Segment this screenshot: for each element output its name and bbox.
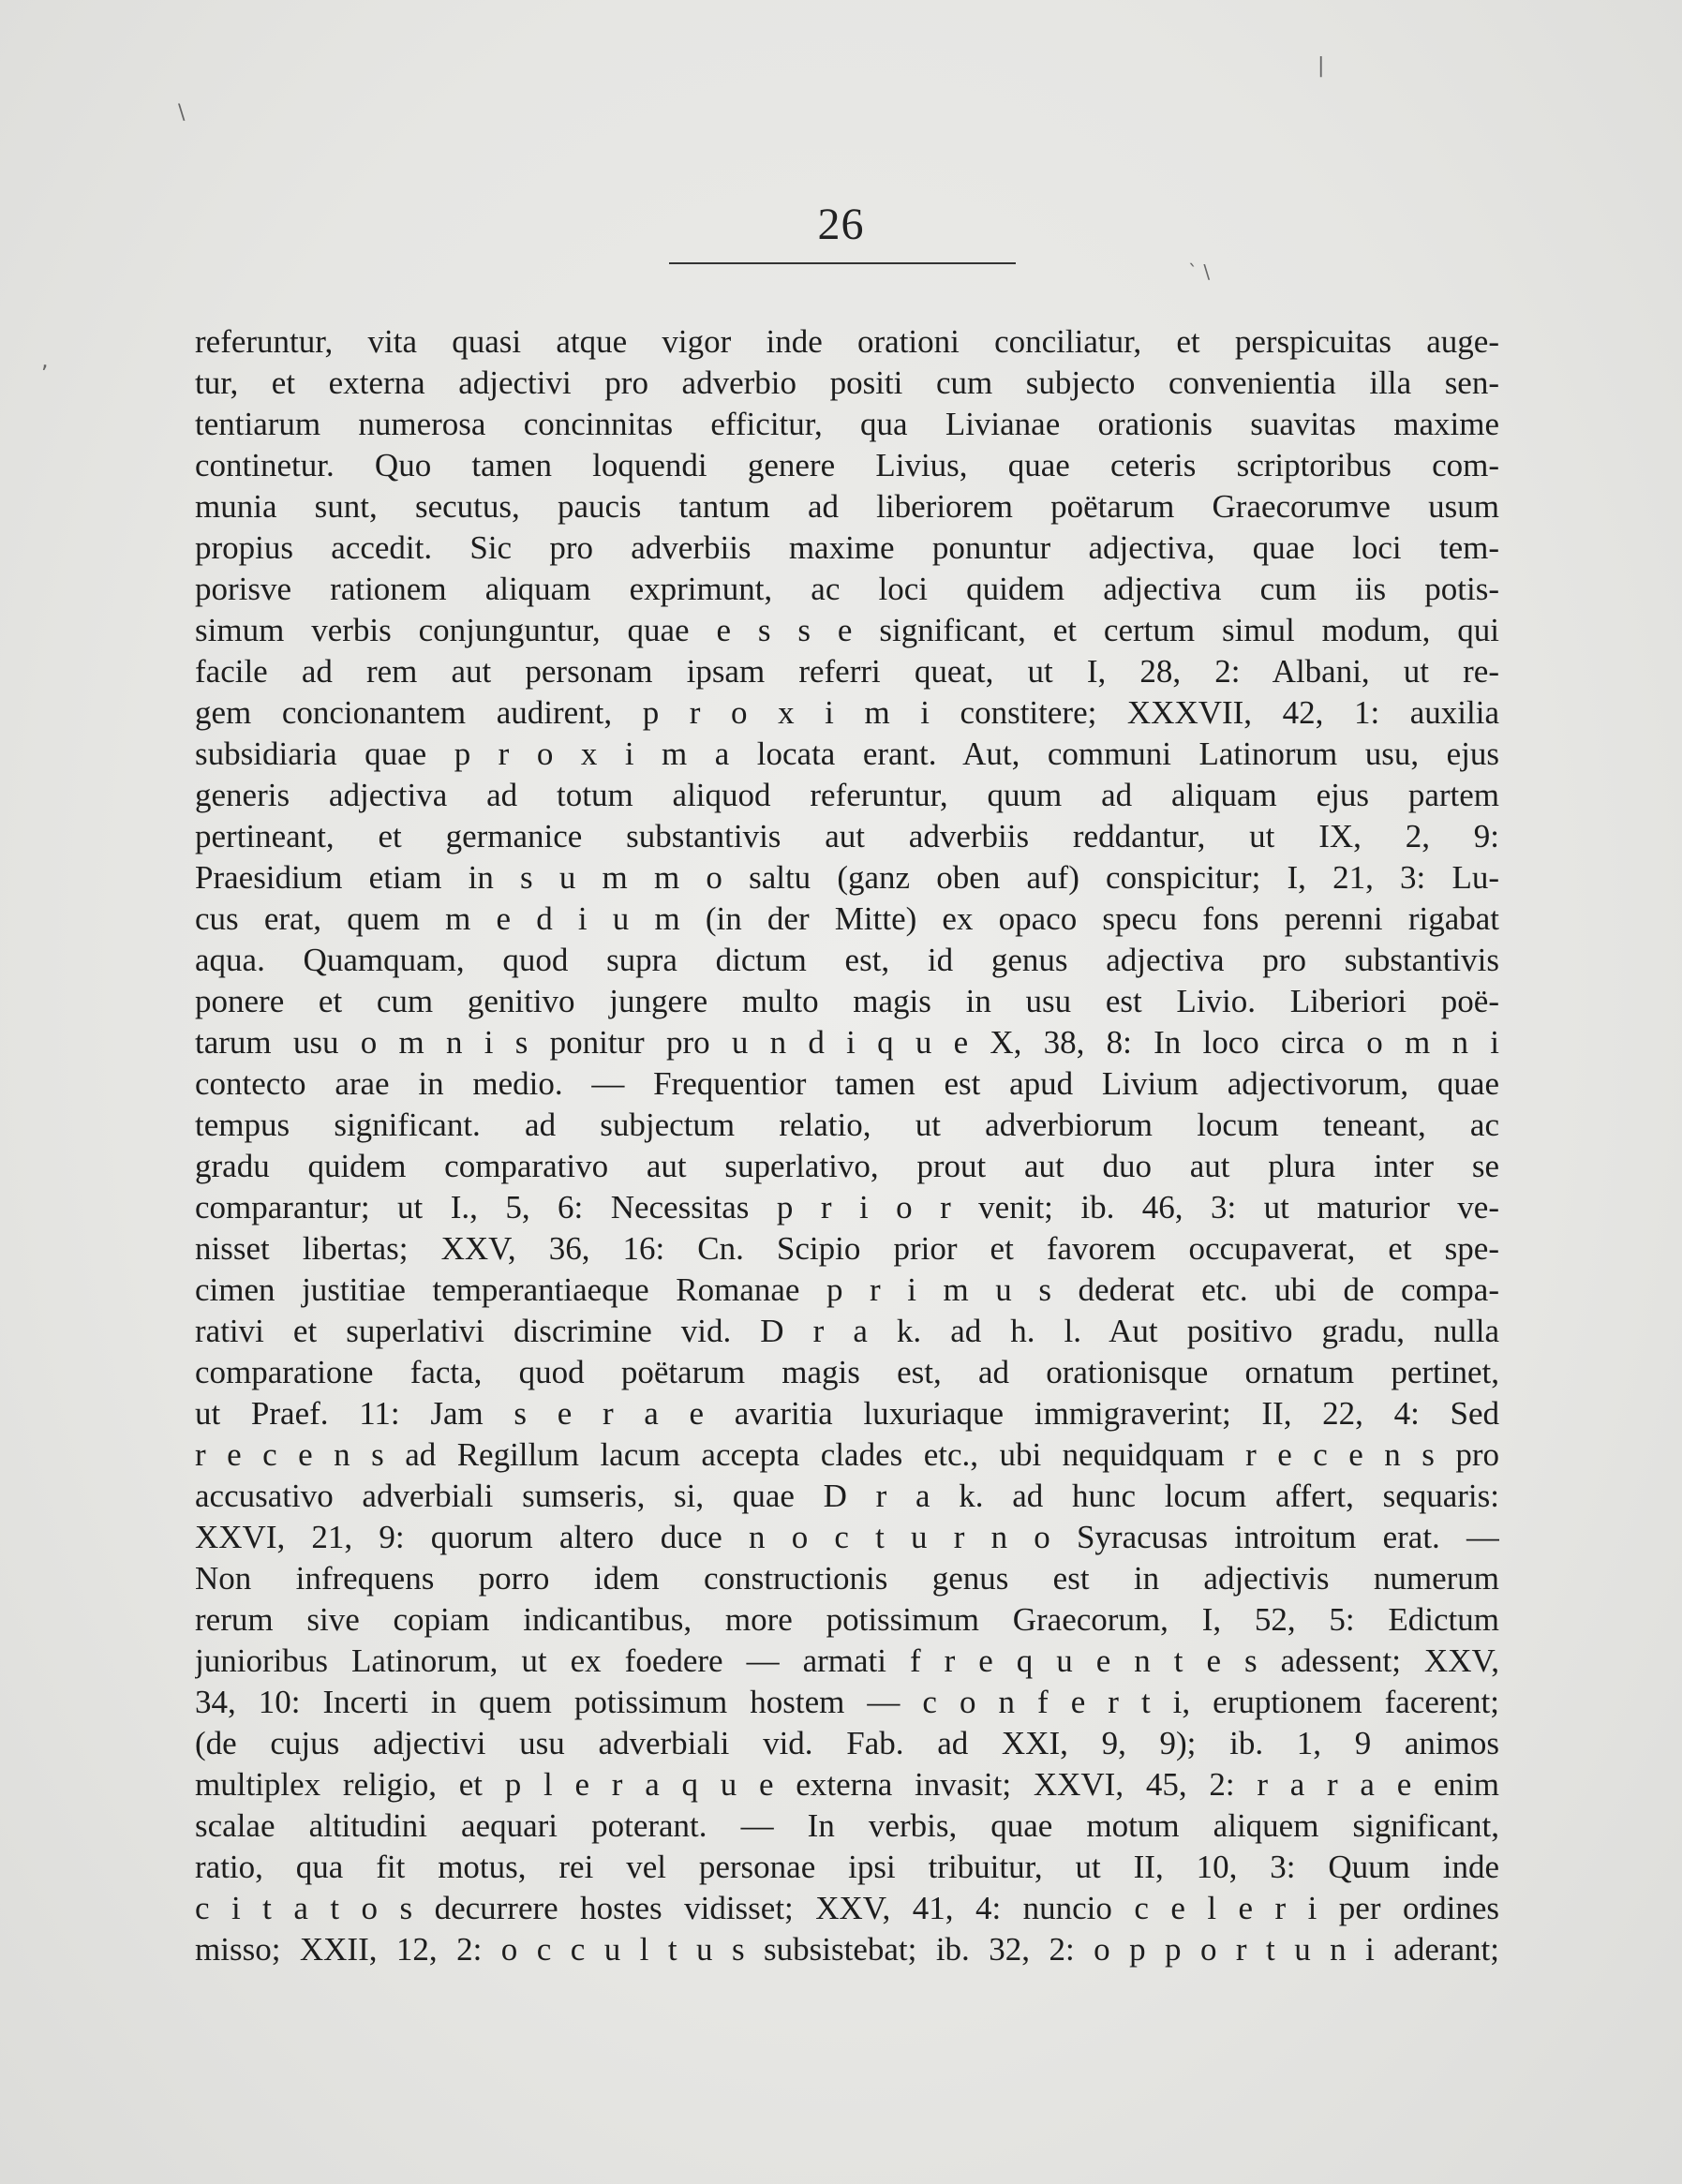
page-number: 26: [817, 200, 865, 249]
text-line: scalae altitudini aequari poterant. — In verbis, quae motum aliquem significant,: [195, 1807, 1499, 1844]
text-line: Praesidium etiam in s u m m o saltu (ganz oben auf) conspicitur; I, 21, 3: Lu-: [195, 859, 1499, 896]
text-line: r e c e n s ad Regillum lacum accepta clades etc., ubi nequidquam r e c e n s pro: [195, 1436, 1499, 1473]
text-line: subsidiaria quae p r o x i m a locata erant. Aut, communi Latinorum usu, ejus: [195, 735, 1499, 772]
scan-speck: \: [178, 101, 186, 125]
text-line: simum verbis conjunguntur, quae e s s e significant, et certum simul modum, qui: [195, 612, 1499, 648]
body-text: [195, 321, 1499, 1970]
text-line: Non infrequens porro idem constructionis genus est in adjectivis numerum: [195, 1560, 1499, 1597]
text-line: XXVI, 21, 9: quorum altero duce n o c t u r n o Syracusas introitum erat. —: [195, 1519, 1499, 1555]
text-line: comparantur; ut I., 5, 6: Necessitas p r i o r venit; ib. 46, 3: ut maturior ve-: [195, 1189, 1499, 1226]
text-line: c i t a t o s decurrere hostes vidisset; XXV, 41, 4: nuncio c e l e r i per ordines: [195, 1890, 1499, 1926]
text-line: continetur. Quo tamen loquendi genere Livius, quae ceteris scriptoribus com-: [195, 447, 1499, 483]
header-rule: [669, 262, 1016, 264]
text-line: gradu quidem comparativo aut superlativo, prout aut duo aut plura inter se: [195, 1148, 1499, 1184]
text-line: misso; XXII, 12, 2: o c c u l t u s subsistebat; ib. 32, 2: o p p o r t u n i aderant;: [195, 1931, 1499, 1968]
text-line: multiplex religio, et p l e r a q u e externa invasit; XXVI, 45, 2: r a r a e enim: [195, 1766, 1499, 1803]
text-line: cus erat, quem m e d i u m (in der Mitte) ex opaco specu fons perenni rigabat: [195, 900, 1499, 937]
text-line: 34, 10: Incerti in quem potissimum hostem — c o n f e r t i, eruptionem facerent;: [195, 1684, 1499, 1720]
scan-speck: ` \: [1188, 260, 1211, 283]
text-line: pertineant, et germanice substantivis aut adverbiis reddantur, ut IX, 2, 9:: [195, 818, 1499, 854]
text-line: ponere et cum genitivo jungere multo magis in usu est Livio. Liberiori poë-: [195, 983, 1499, 1019]
text-line: nisset libertas; XXV, 36, 16: Cn. Scipio prior et favorem occupaverat, et spe-: [195, 1230, 1499, 1267]
text-line: rativi et superlativi discrimine vid. D r a k. ad h. l. Aut positivo gradu, nulla: [195, 1313, 1499, 1349]
text-line: accusativo adverbiali sumseris, si, quae D r a k. ad hunc locum affert, sequaris:: [195, 1478, 1499, 1514]
text-line: comparatione facta, quod poëtarum magis est, ad orationisque ornatum pertinet,: [195, 1354, 1499, 1390]
text-line: propius accedit. Sic pro adverbiis maxime ponuntur adjectiva, quae loci tem-: [195, 529, 1499, 566]
text-line: junioribus Latinorum, ut ex foedere — armati f r e q u e n t e s adessent; XXV,: [195, 1642, 1499, 1679]
text-line: aqua. Quamquam, quod supra dictum est, id genus adjectiva pro substantivis: [195, 942, 1499, 978]
scan-speck: ,: [41, 347, 49, 373]
text-line: tur, et externa adjectivi pro adverbio positi cum subjecto convenientia illa sen-: [195, 364, 1499, 401]
text-line: rerum sive copiam indicantibus, more potissimum Graecorum, I, 52, 5: Edictum: [195, 1601, 1499, 1638]
text-line: referuntur, vita quasi atque vigor inde orationi conciliatur, et perspicuitas auge-: [195, 323, 1499, 360]
text-line: generis adjectiva ad totum aliquod referuntur, quum ad aliquam ejus partem: [195, 777, 1499, 813]
text-line: tempus significant. ad subjectum relatio, ut adverbiorum locum teneant, ac: [195, 1107, 1499, 1143]
text-line: munia sunt, secutus, paucis tantum ad liberiorem poëtarum Graecorumve usum: [195, 488, 1499, 525]
text-line: contecto arae in medio. — Frequentior tamen est apud Livium adjectivorum, quae: [195, 1065, 1499, 1102]
scan-speck: |: [1317, 54, 1325, 78]
text-line: (de cujus adjectivi usu adverbiali vid. Fab. ad XXI, 9, 9); ib. 1, 9 animos: [195, 1725, 1499, 1761]
text-line: gem concionantem audirent, p r o x i m i constitere; XXXVII, 42, 1: auxilia: [195, 694, 1499, 731]
text-line: tarum usu o m n i s ponitur pro u n d i q u e X, 38, 8: In loco circa o m n i: [195, 1024, 1499, 1061]
text-line: facile ad rem aut personam ipsam referri queat, ut I, 28, 2: Albani, ut re-: [195, 653, 1499, 690]
text-line: cimen justitiae temperantiaeque Romanae p r i m u s dederat etc. ubi de compa-: [195, 1271, 1499, 1308]
text-line: ratio, qua fit motus, rei vel personae ipsi tribuitur, ut II, 10, 3: Quum inde: [195, 1849, 1499, 1885]
text-line: tentiarum numerosa concinnitas efficitur, qua Livianae orationis suavitas maxime: [195, 406, 1499, 442]
text-line: porisve rationem aliquam exprimunt, ac loci quidem adjectiva cum iis potis-: [195, 571, 1499, 607]
text-line: ut Praef. 11: Jam s e r a e avaritia luxuriaque immigraverint; II, 22, 4: Sed: [195, 1395, 1499, 1432]
